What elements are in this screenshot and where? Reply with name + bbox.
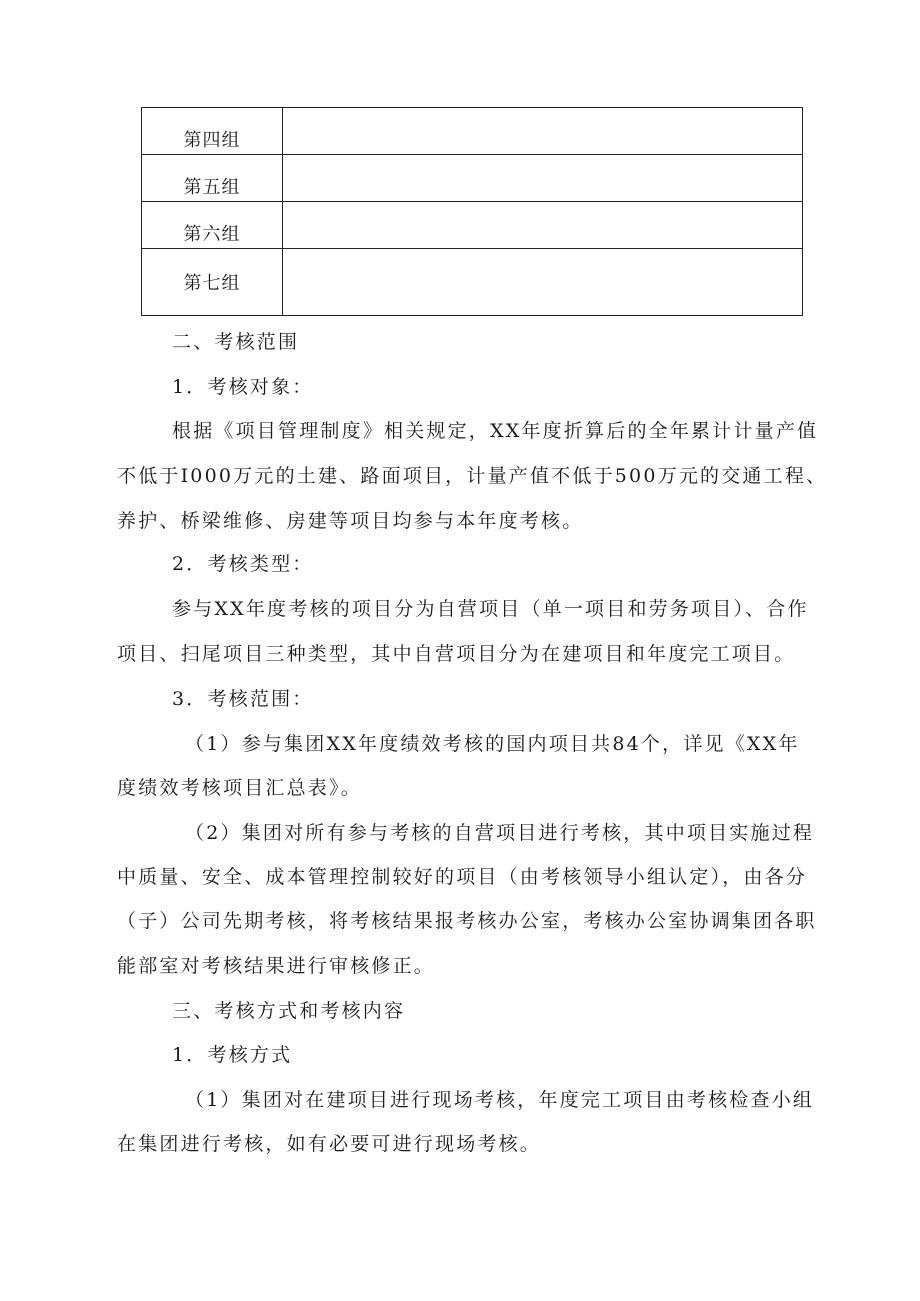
paragraph-line: 在集团进行考核，如有必要可进行现场考核。 — [117, 1133, 542, 1155]
subsection-heading: 2．考核类型： — [172, 553, 314, 575]
group-label: 第六组 — [142, 202, 283, 249]
table-row — [142, 249, 803, 316]
group-label: 第七组 — [142, 249, 283, 316]
paragraph-line: （2）集团对所有参与考核的自营项目进行考核，其中项目实施过程 — [185, 822, 815, 844]
paragraph-line: 项目、扫尾项目三种类型，其中自营项目分为在建项目和年度完工项目。 — [117, 643, 796, 665]
group-label: 第五组 — [142, 155, 283, 202]
paragraph-line: 中质量、安全、成本管理控制较好的项目（由考核领导小组认定），由各分 — [117, 866, 808, 888]
group-table — [141, 107, 803, 316]
paragraph-line: 不低于I000万元的土建、路面项目，计量产值不低于500万元的交通工程、 — [117, 465, 828, 487]
section-heading: 三、考核方式和考核内容 — [172, 1000, 406, 1022]
paragraph-line: 养护、桥梁维修、房建等项目均参与本年度考核。 — [117, 510, 584, 532]
table-row — [142, 155, 803, 202]
subsection-heading: 3．考核范围： — [172, 688, 314, 710]
subsection-heading: 1．考核方式 — [172, 1044, 293, 1066]
paragraph-line: （子）公司先期考核，将考核结果报考核办公室，考核办公室协调集团各职 — [117, 910, 817, 932]
group-value — [283, 108, 803, 155]
section-heading: 二、考核范围 — [172, 331, 300, 353]
paragraph-line: （1）参与集团XX年度绩效考核的国内项目共84个，详见《XX年 — [185, 733, 800, 755]
paragraph-line: 参与XX年度考核的项目分为自营项目（单一项目和劳务项目）、合作 — [172, 598, 809, 620]
group-value — [283, 249, 803, 316]
paragraph-line: 根据《项目管理制度》相关规定，XX年度折算后的全年累计计量产值 — [172, 420, 819, 442]
subsection-heading: 1．考核对象： — [172, 376, 314, 398]
paragraph-line: 能部室对考核结果进行审核修正。 — [117, 955, 436, 977]
paragraph-line: （1）集团对在建项目进行现场考核，年度完工项目由考核检查小组 — [185, 1089, 815, 1111]
group-value — [283, 155, 803, 202]
table-row — [142, 202, 803, 249]
paragraph-line: 度绩效考核项目汇总表》。 — [117, 777, 362, 799]
table-row — [142, 108, 803, 155]
group-value — [283, 202, 803, 249]
group-label: 第四组 — [142, 108, 283, 155]
